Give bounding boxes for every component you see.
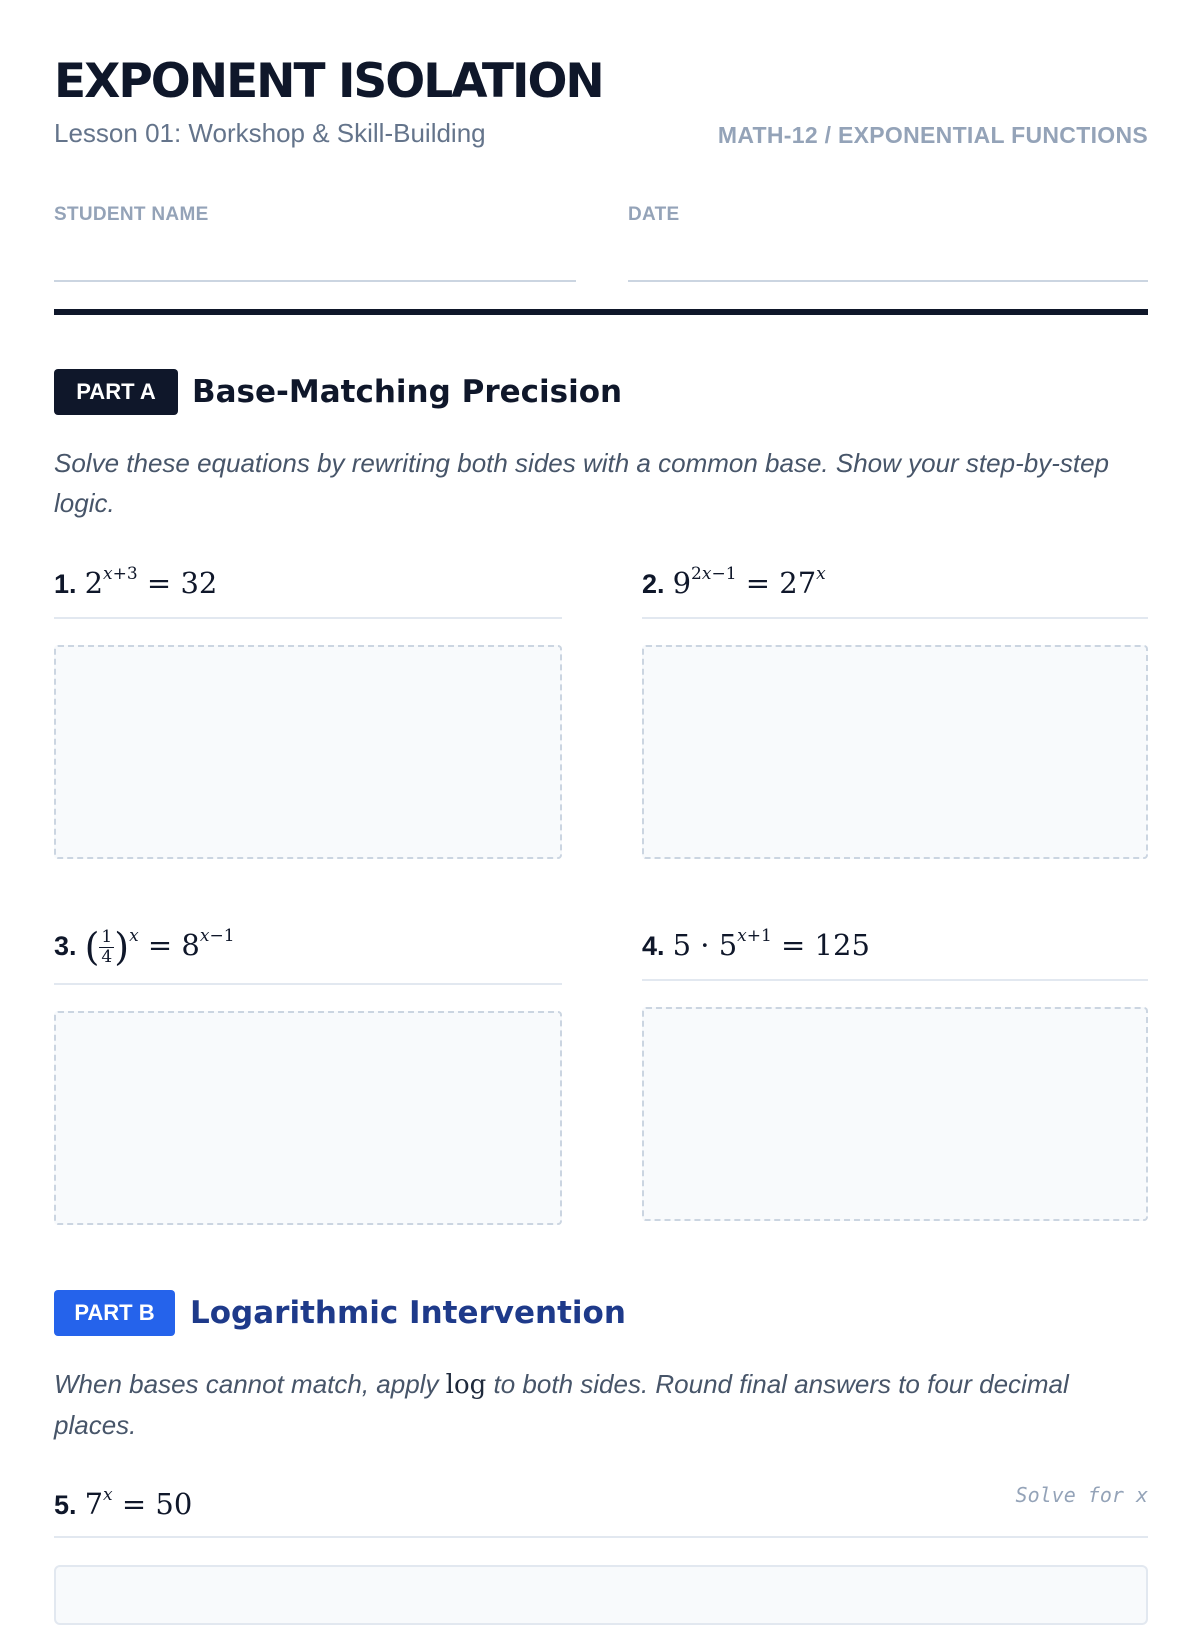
header-divider xyxy=(54,309,1148,315)
part-a-instructions: Solve these equations by rewriting both sides with a common base. Show your step-by-step logic. xyxy=(54,448,1109,518)
student-name-line[interactable] xyxy=(54,280,576,282)
problem-5-work-area[interactable] xyxy=(54,1565,1148,1625)
problem-4-work-area[interactable] xyxy=(642,1007,1148,1221)
problem-number: 2. xyxy=(642,569,665,599)
problem-equation: $5 \cdot 5^{x+1} = 125$ xyxy=(672,926,870,962)
problem-equation: $7^x = 50$ xyxy=(84,1485,193,1521)
part-b-badge: PART B xyxy=(54,1290,175,1336)
problem-number: 1. xyxy=(54,569,77,599)
instructions-text: to both sides. Round final answers to four decimal places. xyxy=(54,1369,1069,1440)
problem-number: 5. xyxy=(54,1490,77,1520)
problem-2 xyxy=(642,563,826,604)
instructions-text: When bases cannot match, apply xyxy=(54,1369,446,1399)
date-label: DATE xyxy=(628,204,680,225)
problem-equation: ( $\frac{1}{4}$ )$^x = 8^{x-1}$ xyxy=(84,925,235,969)
course-label: MATH-12 / EXPONENTIAL FUNCTIONS xyxy=(717,122,1148,148)
student-name-label: STUDENT NAME xyxy=(54,204,209,225)
problem-1-work-area[interactable] xyxy=(54,645,562,859)
problem-2-work-area[interactable] xyxy=(642,645,1148,859)
problem-3-work-area[interactable] xyxy=(54,1011,562,1225)
lesson-subtitle: Lesson 01: Workshop & Skill-Building xyxy=(54,118,486,148)
problem-equation: $2^{x+3} = 32$ xyxy=(84,564,218,600)
problem-3-underline xyxy=(54,983,562,985)
problem-1 xyxy=(54,563,217,604)
part-b-instructions xyxy=(54,1364,1148,1445)
part-a-badge: PART A xyxy=(54,369,178,415)
solve-hint: Solve for x xyxy=(1015,1483,1148,1507)
problem-number: 3. xyxy=(54,931,77,961)
part-b-title: Logarithmic Intervention xyxy=(190,1295,626,1331)
problem-2-underline xyxy=(642,617,1148,619)
problem-5 xyxy=(54,1484,192,1525)
problem-3 xyxy=(54,925,235,967)
part-a-title: Base-Matching Precision xyxy=(192,374,623,410)
date-line[interactable] xyxy=(628,280,1148,282)
problem-4-underline xyxy=(642,979,1148,981)
problem-number: 4. xyxy=(642,931,665,961)
problem-4 xyxy=(642,925,870,966)
problem-5-underline xyxy=(54,1536,1148,1538)
worksheet-title: EXPONENT ISOLATION xyxy=(54,54,603,109)
problem-1-underline xyxy=(54,617,562,619)
problem-equation: $9^{2x-1} = 27^x$ xyxy=(672,564,826,600)
log-term: log xyxy=(445,1370,487,1400)
